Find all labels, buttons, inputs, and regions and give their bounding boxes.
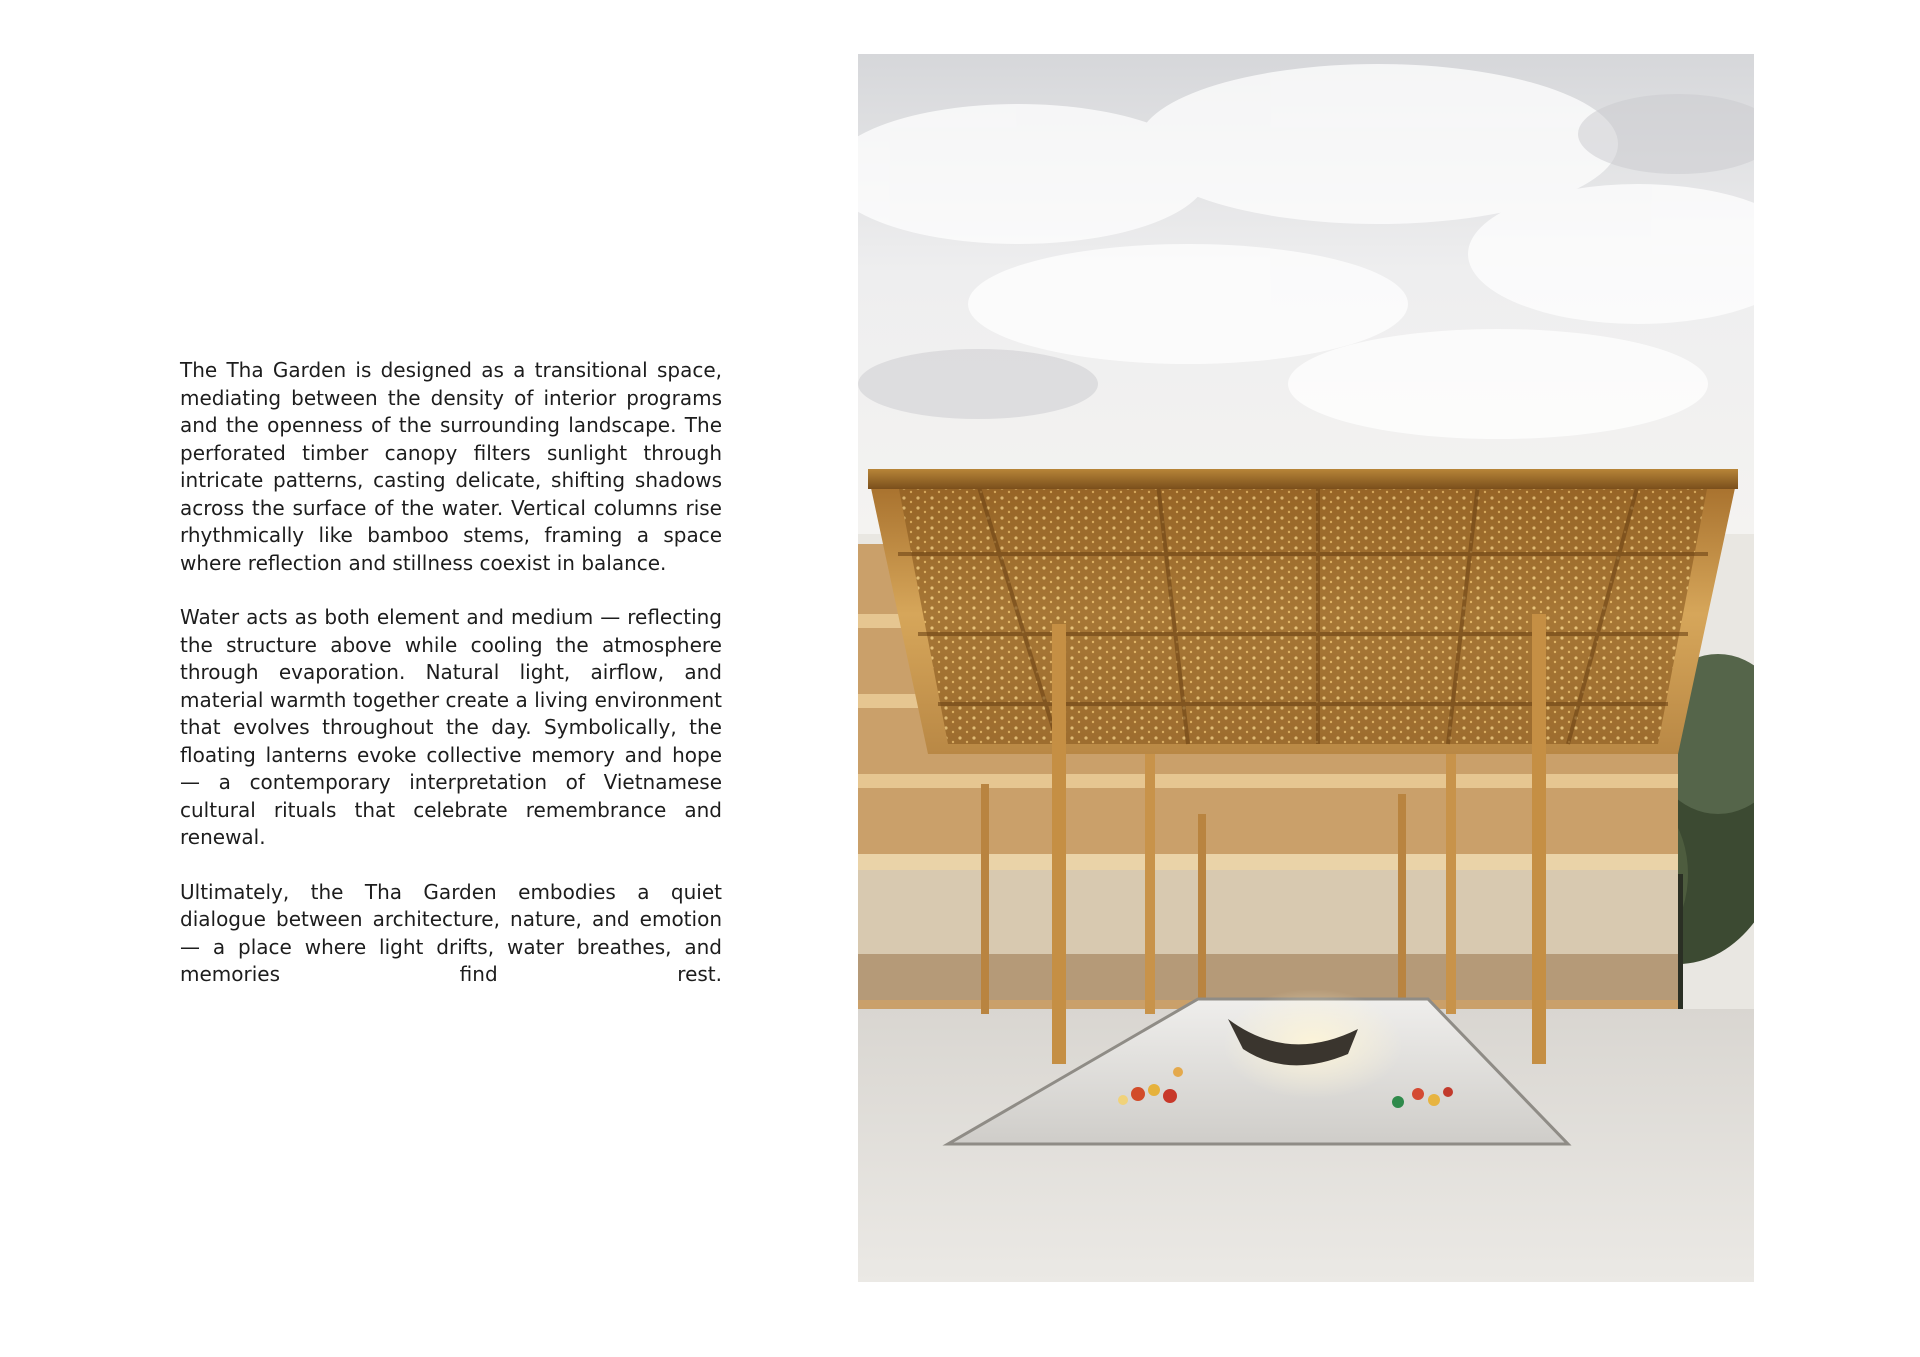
paragraph-water: Water acts as both element and medium — reflecting the structure above while cooling the atmosphere through evaporation. Natural light, airflow, and material warmth together create a living environment that evolves throughout the day. Symbolically, the floating lanterns evoke collective memory and hope — a contemporary interpretation of Vietnamese cultural rituals that celebrate remembrance and renewal. xyxy=(180,605,722,849)
paragraph-intro: The Tha Garden is designed as a transitional space, mediating between the density of interior programs and the openness of the surrounding landscape. The perforated timber canopy filters sunlight through intricate patterns, casting delicate, shifting shadows across the surface of the water. Vertical columns rise rhythmically like bamboo stems, framing a space where reflection and stillness coexist in balance. xyxy=(180,358,722,575)
text-column xyxy=(180,357,722,1016)
paragraph-conclusion: Ultimately, the Tha Garden embodies a quiet dialogue between architecture, nature, and emotion — a place where light drifts, water breathes, and memories find rest. xyxy=(180,879,722,986)
architectural-rendering xyxy=(858,54,1754,1282)
canopy-edge xyxy=(868,469,1738,489)
rendering-image xyxy=(858,54,1754,1282)
